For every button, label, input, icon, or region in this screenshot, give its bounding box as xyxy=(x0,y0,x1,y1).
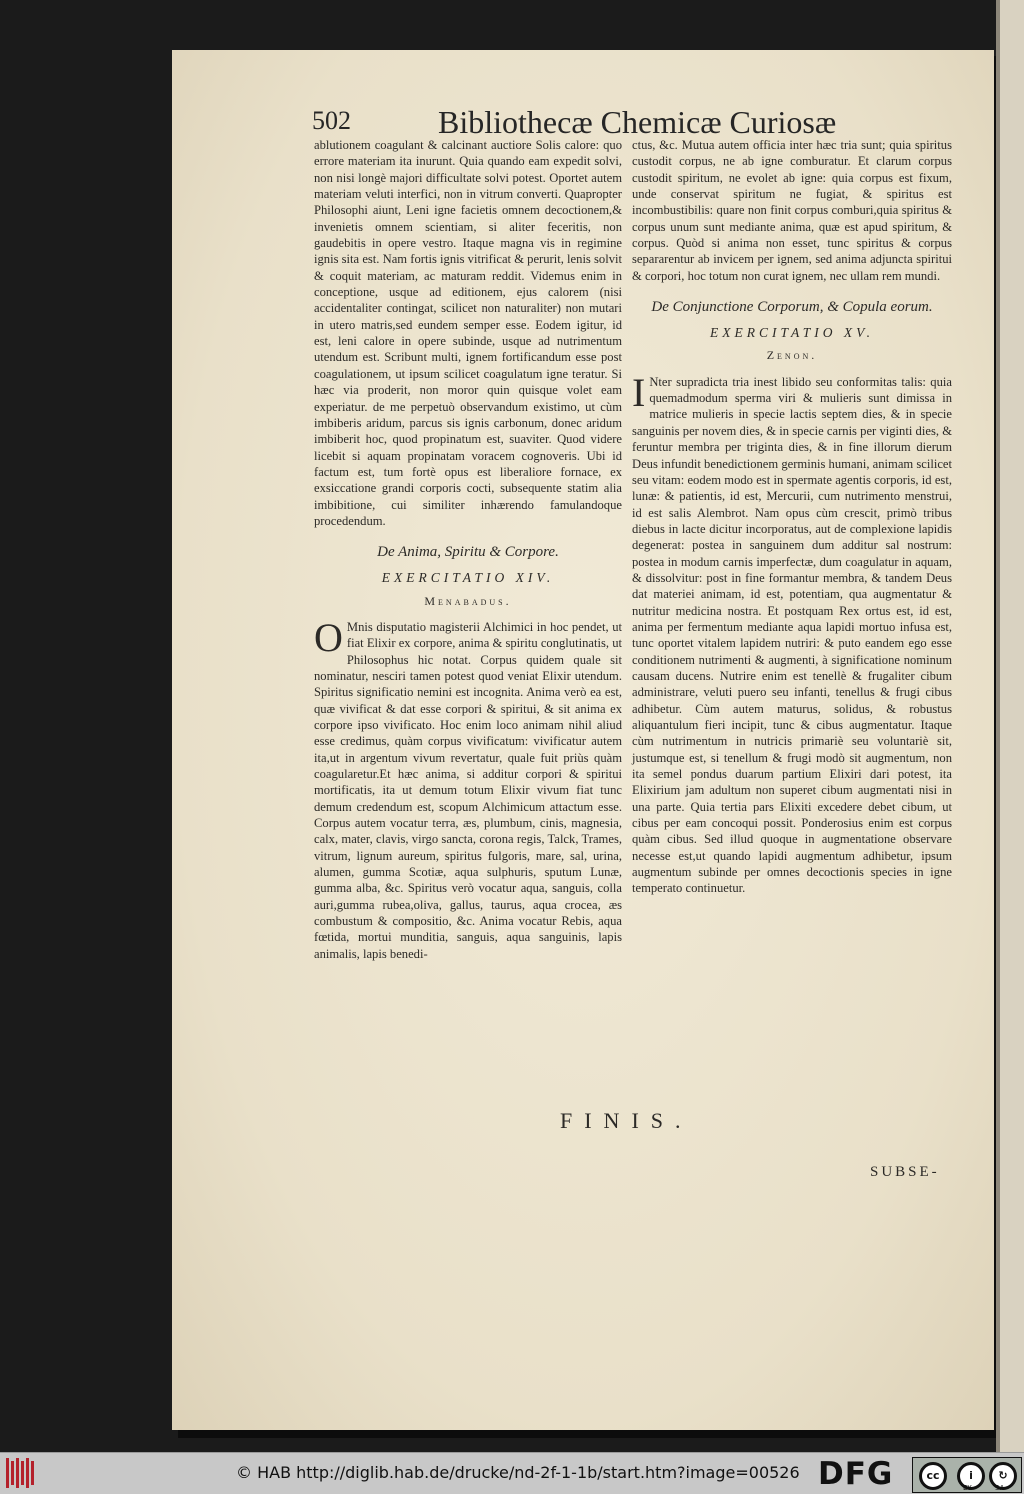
left-paragraph-2 xyxy=(314,614,622,962)
exercitatio-xv: EXERCITATIO XV. xyxy=(710,325,874,341)
author-menabadus: Menabadus. xyxy=(424,593,512,608)
right-paragraph-2 xyxy=(632,369,953,897)
running-head: Bibliothecæ Chemicæ Curiosæ xyxy=(438,104,837,140)
left-paragraph-2-text: Mnis disputatio magisterii Alchimici in hoc pendet, ut fiat Elixir ex corpore, anima & spiritu conglutinatis, ut Philosophus hic notat. Corpus quidem quale sit nominatur, nesciri tamen potest quod veniat Elixir utendum. Spiritus significatio nemini est incognita. Anima verò ea est, quæ vivificat & dat esse corpori & spiritui, & sit anima ex corpore ipso vivificato. Hoc enim loco animam nihil aliud esse credimus, quàm corpus vivificatum: vivificatur autem ita,ut in argentum vivum revertatur, quale fuit priùs quàm coagularetur.Et hæc anima, si additur corpori & spiritui mortificatis, ita ut demum totum Elixir vivum fiat tunc demum credendum est, scopum Alchimicum attactum esse. Corpus autem vocatur terra, æs, plumbum, cinis, magnesia, calx, mater, clavis, virgo sancta, corona regis, Talck, Trames, vitrum, lignum aureum, spiritus fulgoris, mare, sal, urina, alumen, gumma Scotiæ, aqua sulphuris, sputum Lunæ, gumma alba, &c. Spiritus verò vocatur aqua, sanguis, colla auri,gumma rubea,oliva, gallus, taurus, aqua crocea, æs combustum & compositio, &c. Anima vocatur Rebis, aqua fœtida, mortui munditia, sanguis, aqua sanguinis, lapis animalis, lapis benedi- xyxy=(314,619,622,961)
right-column xyxy=(632,137,952,897)
page-header xyxy=(312,104,837,140)
right-paragraph-2-text: Nter supradicta tria inest libido seu conformitas talis: quia quemadmodum sperma viri & mulieris sunt dimissa in matrice mulieris in specie lactis septem dies, & in specie sanguinis per novem dies, & in specie carnis per viginti dies, & feruntur membra per triginta dies, & in fine illorum dierum Deus infundit benedictionem germinis humani, animam scilicet seu vitam: eodem modo est in spermate agentis corporis, id est, lunæ: & patientis, id est, Mercurii, cum nutrimento menstrui, id est salis Alembrot. Nam opus cùm crescit, primò tribus diebus in lacte dicitur incorporatus, aut de complexione lapidis degenerat: postea in sanguinem dum additur sal nostrum: postea in modum carnis imperfectæ, dum coagulatur in aquam, & dissolvitur: post in fine formantur membra, & tandem Deus dat materiei animam, id est, potentiam, qua augmentatur & nutritur medicina nostra. Et postquam Rex ortus est, id est, anima per fermentum mediante aqua lapidi mortuo infusa est, tunc oportet vitalem lapidem nutriri: & puto eandem ego esse conditionem nutrimenti & augmenti, à significatione nominum causam ducens. Nutrire enim est tenellè & frugaliter cibum administrare, veluti puero seu infanti, tenellus & frugi cibus adhibetur. Cùm autem maturus, solidus, & robustus aliquantulum fieri incipit, tunc & cibus augmentatur. Itaque cùm nutrimentum in nutricis primariè seu voluntariè sit, justumque est, si tenellum & frugi modò sit augmentum, non ita semel pondus duarum partium Elixiri dari potest, ita Elixirium jam adultum non superet cibum augmentati nisi in una parte. Quia tertia pars Elixiti excedere debet cibum, ut cibus per eam concoqui possit. Ponderosius enim est corpus quàm cibus. Sed illud quoque in augmentatione observare necesse est,ut quando lapidi augmentum adhibetur, ipsum augmentum subinde per omnes decoctionis species in igne temperato continuetur. xyxy=(632,374,953,896)
cc-sa-label: SA xyxy=(995,1484,1005,1492)
cc-icon: cc xyxy=(919,1462,947,1490)
permalink-text[interactable]: © HAB http://diglib.hab.de/drucke/nd-2f-1-1b/start.htm?image=00526 xyxy=(236,1463,800,1482)
dfg-logo[interactable]: DFG xyxy=(818,1456,894,1492)
by-person-icon: i xyxy=(957,1462,985,1490)
next-page-edge xyxy=(996,0,1024,1452)
finis-text: FINIS. xyxy=(560,1108,693,1133)
share-alike-icon: ↻ xyxy=(989,1462,1017,1490)
author-zenon: Zenon. xyxy=(766,348,818,363)
cc-license-badge[interactable] xyxy=(912,1457,1022,1493)
left-column xyxy=(314,137,622,962)
section-heading-anima: De Anima, Spiritu & Corpore. xyxy=(377,544,559,561)
hab-logo-icon[interactable] xyxy=(4,1458,34,1488)
catchword: SUBSE- xyxy=(870,1164,940,1180)
dropcap-i: I xyxy=(632,369,646,415)
cc-by-label: BY xyxy=(963,1484,972,1492)
left-paragraph-1: ablutionem coagulant & calcinant auctiore Solis calore: quo errore materiam ita inurunt. Quia quando eam expedit solvi, non nisi longè majori difficultate solvi potest. Oportet autem materiam veluti interfici, non in vitrum converti. Quapropter Philosophi aiunt, Leni igne facietis omnem decoctionem,& invenietis omnem scientiam, si aliter feceritis, non gaudebitis in opere vestro. Itaque magna vis in regimine ignis sita est. Nam fortis ignis vitrificat & perurit, lenis solvit & coquit materiam, ac maturam reddit. Videmus enim in conceptione, usque ad editionem, ejus calorem (nisi accidentaliter contingat, scilicet non naturaliter) non mutari in utero matris,sed eundem semper esse. Eodem igitur, id est, leni calore in opere subinde, usque ad nutrimentum utendum est. Scribunt multi, ignem fortificandum esse post coagulationem, ut ipsum scilicet coagulatum igne teratur. Si hæc via proderit, non moror quin quisque volet eam experiatur. de me perpetuò observandum existimo, ut cùm imbiberis aridum, parcus sis ignis carbonum, donec aridum imbiberit hoc, quod propinatum est, suaviter. Quod videre licebit si aquam propinatam voracem cognoveris. Ubi id factum est, tum fortè opus est liberaliore fornace, ex exsiccatione grandi corporis cocti, subsequente statim alia imbibitione, cui similiter inhærendo famulandoque procedendum. xyxy=(314,138,622,528)
page-number: 502 xyxy=(312,106,351,135)
right-paragraph-1: ctus, &c. Mutua autem officia inter hæc tria sunt; quia spiritus custodit corpus, ne ab igne comburatur. Et clarum corpus custodit spiritum, ne evolet ab igne: quia corpus est fixum, unde conservat spiritum ne fugiat, & spiritus est incombustibilis: quare non finit corpus comburi,quia spiritus & corpus unum sunt mediante anima, quæ est apud spiritum, & corpus. Quòd si anima non esset, tunc spiritus & corpus separarentur ab invicem per ignem, sed anima adjuncta spiritui & corpori, hoc totum non curat ignem, nec ullam rem mundi. xyxy=(632,138,952,283)
footer-bar xyxy=(0,1452,1024,1494)
dropcap-o: O xyxy=(314,614,343,660)
exercitatio-xiv: EXERCITATIO XIV. xyxy=(381,570,555,586)
section-heading-conjunctione: De Conjunctione Corporum, & Copula eorum. xyxy=(651,299,933,316)
